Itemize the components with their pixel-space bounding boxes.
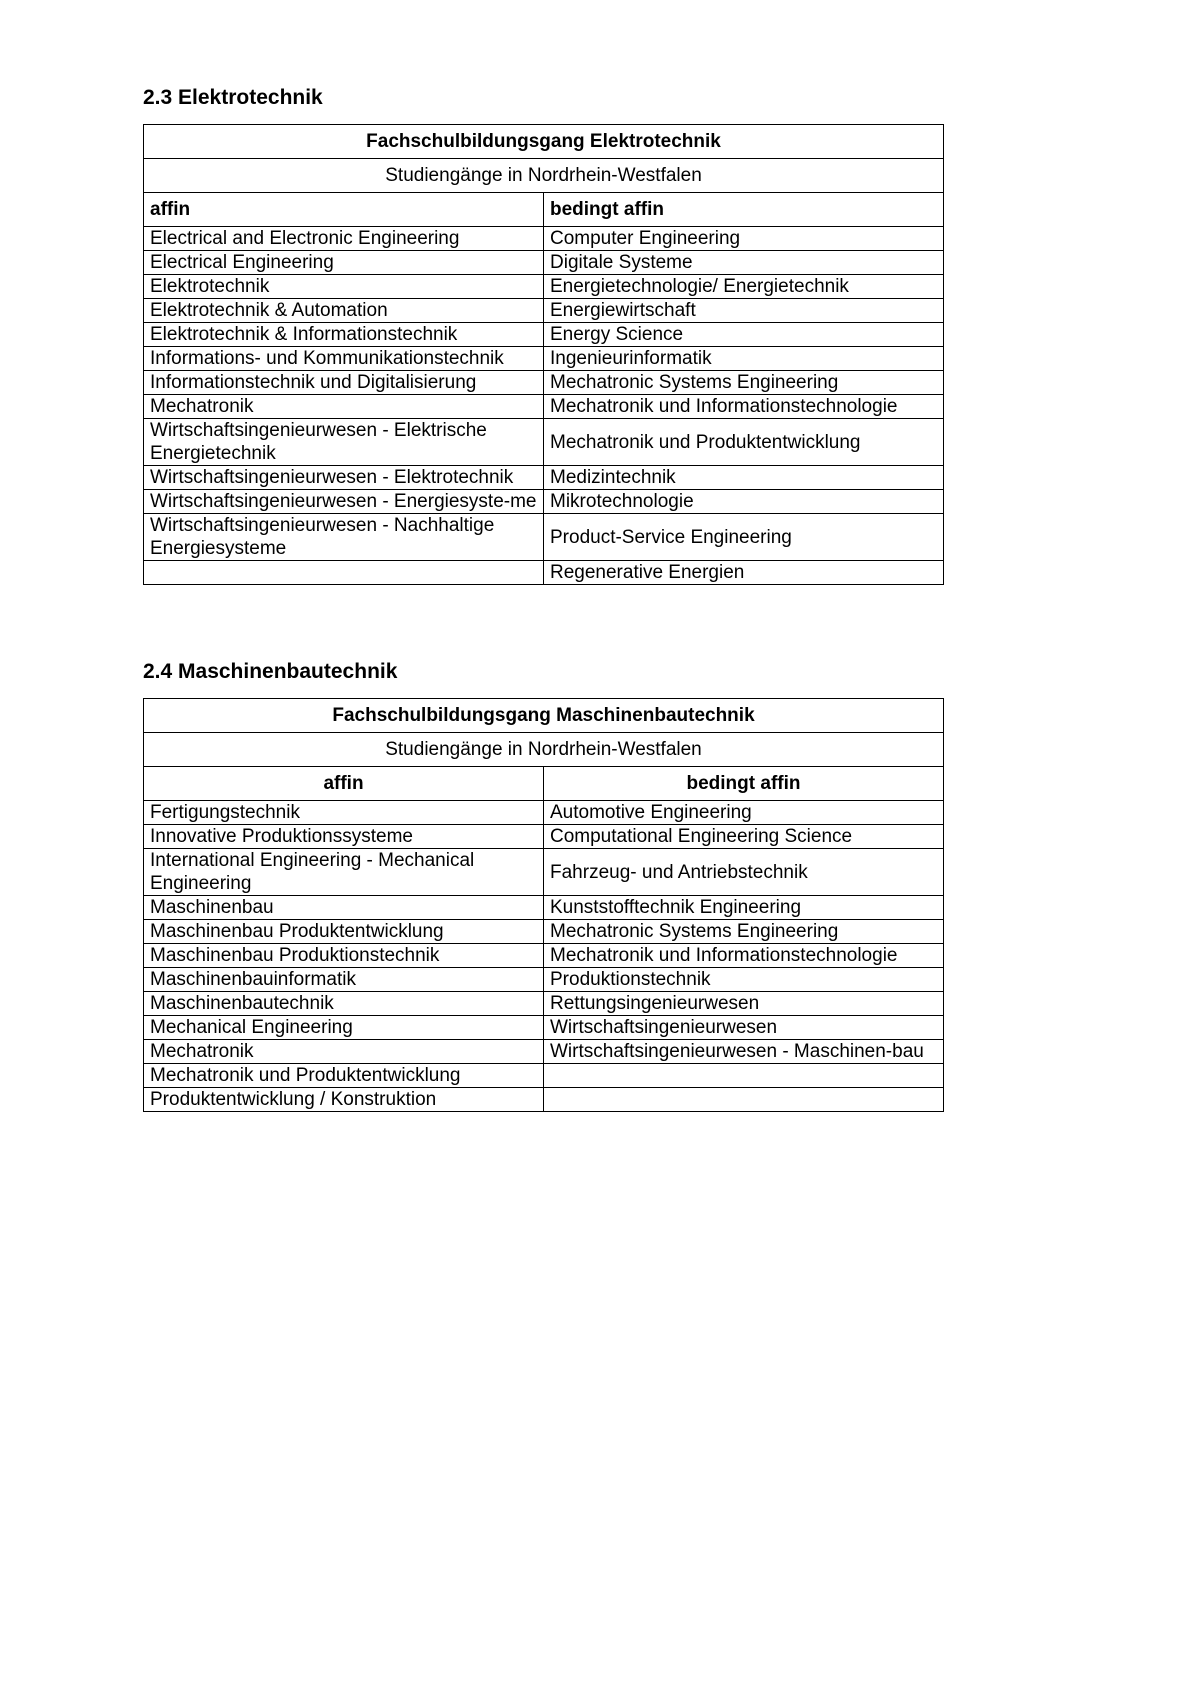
table-row (144, 968, 944, 992)
cell-affin: Maschinenbau (144, 896, 544, 920)
cell-affin: Elektrotechnik (144, 275, 544, 299)
study-programs-table (143, 124, 944, 585)
table-row (144, 227, 944, 251)
cell-bedingt-affin: Produktionstechnik (544, 968, 944, 992)
table-row (144, 371, 944, 395)
table-row (144, 299, 944, 323)
table-row (144, 466, 944, 490)
table-row (144, 323, 944, 347)
cell-affin: Fertigungstechnik (144, 801, 544, 825)
table-row (144, 825, 944, 849)
section-heading: 2.3 Elektrotechnik (143, 86, 323, 109)
cell-affin: Innovative Produktionssysteme (144, 825, 544, 849)
column-header-bedingt-affin: bedingt affin (544, 193, 944, 227)
column-header-row (144, 193, 944, 227)
table-row (144, 992, 944, 1016)
cell-affin: Mechanical Engineering (144, 1016, 544, 1040)
cell-affin: International Engineering - Mechanical Engineering (144, 849, 544, 896)
table-row (144, 1016, 944, 1040)
table-subtitle-row (144, 733, 944, 767)
cell-bedingt-affin: Mikrotechnologie (544, 490, 944, 514)
table-title-row (144, 125, 944, 159)
section-maschinenbautechnik (143, 660, 943, 1112)
cell-affin: Mechatronik (144, 1040, 544, 1064)
cell-bedingt-affin: Mechatronik und Produktentwicklung (544, 419, 944, 466)
table-row (144, 1088, 944, 1112)
cell-bedingt-affin: Mechatronic Systems Engineering (544, 371, 944, 395)
cell-bedingt-affin: Energy Science (544, 323, 944, 347)
cell-affin: Produktentwicklung / Konstruktion (144, 1088, 544, 1112)
cell-bedingt-affin: Mechatronic Systems Engineering (544, 920, 944, 944)
cell-affin: Mechatronik (144, 395, 544, 419)
cell-bedingt-affin: Automotive Engineering (544, 801, 944, 825)
table-row (144, 347, 944, 371)
table-row (144, 561, 944, 585)
column-header-affin: affin (144, 767, 544, 801)
table-title: Fachschulbildungsgang Maschinenbautechnik (144, 699, 944, 733)
cell-bedingt-affin: Wirtschaftsingenieurwesen (544, 1016, 944, 1040)
table-row (144, 514, 944, 561)
cell-bedingt-affin: Ingenieurinformatik (544, 347, 944, 371)
cell-bedingt-affin: Kunststofftechnik Engineering (544, 896, 944, 920)
cell-affin: Elektrotechnik & Automation (144, 299, 544, 323)
table-row (144, 251, 944, 275)
table-subtitle: Studiengänge in Nordrhein-Westfalen (144, 733, 944, 767)
cell-affin: Wirtschaftsingenieurwesen - Energiesyste-me (144, 490, 544, 514)
table-row (144, 849, 944, 896)
cell-bedingt-affin: Mechatronik und Informationstechnologie (544, 944, 944, 968)
cell-bedingt-affin: Rettungsingenieurwesen (544, 992, 944, 1016)
table-row (144, 1064, 944, 1088)
cell-affin: Informationstechnik und Digitalisierung (144, 371, 544, 395)
column-header-row (144, 767, 944, 801)
section-elektrotechnik (143, 86, 943, 585)
table-subtitle-row (144, 159, 944, 193)
cell-bedingt-affin: Product-Service Engineering (544, 514, 944, 561)
table-row (144, 395, 944, 419)
section-heading: 2.4 Maschinenbautechnik (143, 660, 398, 683)
table-row (144, 896, 944, 920)
cell-affin: Electrical and Electronic Engineering (144, 227, 544, 251)
cell-bedingt-affin: Energiewirtschaft (544, 299, 944, 323)
table-row (144, 490, 944, 514)
study-programs-table (143, 698, 944, 1112)
cell-affin: Maschinenbau Produktentwicklung (144, 920, 544, 944)
cell-bedingt-affin: Regenerative Energien (544, 561, 944, 585)
cell-affin: Wirtschaftsingenieurwesen - Nachhaltige Energiesysteme (144, 514, 544, 561)
cell-affin: Maschinenbau Produktionstechnik (144, 944, 544, 968)
table-row (144, 419, 944, 466)
cell-affin: Electrical Engineering (144, 251, 544, 275)
cell-affin: Wirtschaftsingenieurwesen - Elektrische Energietechnik (144, 419, 544, 466)
cell-bedingt-affin: Computational Engineering Science (544, 825, 944, 849)
table-title: Fachschulbildungsgang Elektrotechnik (144, 125, 944, 159)
cell-affin: Mechatronik und Produktentwicklung (144, 1064, 544, 1088)
table-title-row (144, 699, 944, 733)
cell-bedingt-affin: Medizintechnik (544, 466, 944, 490)
column-header-bedingt-affin: bedingt affin (544, 767, 944, 801)
cell-affin: Elektrotechnik & Informationstechnik (144, 323, 544, 347)
table-row (144, 920, 944, 944)
cell-affin: Informations- und Kommunikationstechnik (144, 347, 544, 371)
cell-affin (144, 561, 544, 585)
cell-affin: Maschinenbautechnik (144, 992, 544, 1016)
table-row (144, 944, 944, 968)
cell-affin: Wirtschaftsingenieurwesen - Elektrotechnik (144, 466, 544, 490)
table-row (144, 275, 944, 299)
cell-bedingt-affin: Computer Engineering (544, 227, 944, 251)
cell-bedingt-affin (544, 1064, 944, 1088)
cell-bedingt-affin: Digitale Systeme (544, 251, 944, 275)
cell-bedingt-affin: Fahrzeug- und Antriebstechnik (544, 849, 944, 896)
cell-bedingt-affin (544, 1088, 944, 1112)
cell-bedingt-affin: Mechatronik und Informationstechnologie (544, 395, 944, 419)
cell-bedingt-affin: Energietechnologie/ Energietechnik (544, 275, 944, 299)
cell-bedingt-affin: Wirtschaftsingenieurwesen - Maschinen-bau (544, 1040, 944, 1064)
table-row (144, 801, 944, 825)
table-subtitle: Studiengänge in Nordrhein-Westfalen (144, 159, 944, 193)
column-header-affin: affin (144, 193, 544, 227)
cell-affin: Maschinenbauinformatik (144, 968, 544, 992)
table-row (144, 1040, 944, 1064)
